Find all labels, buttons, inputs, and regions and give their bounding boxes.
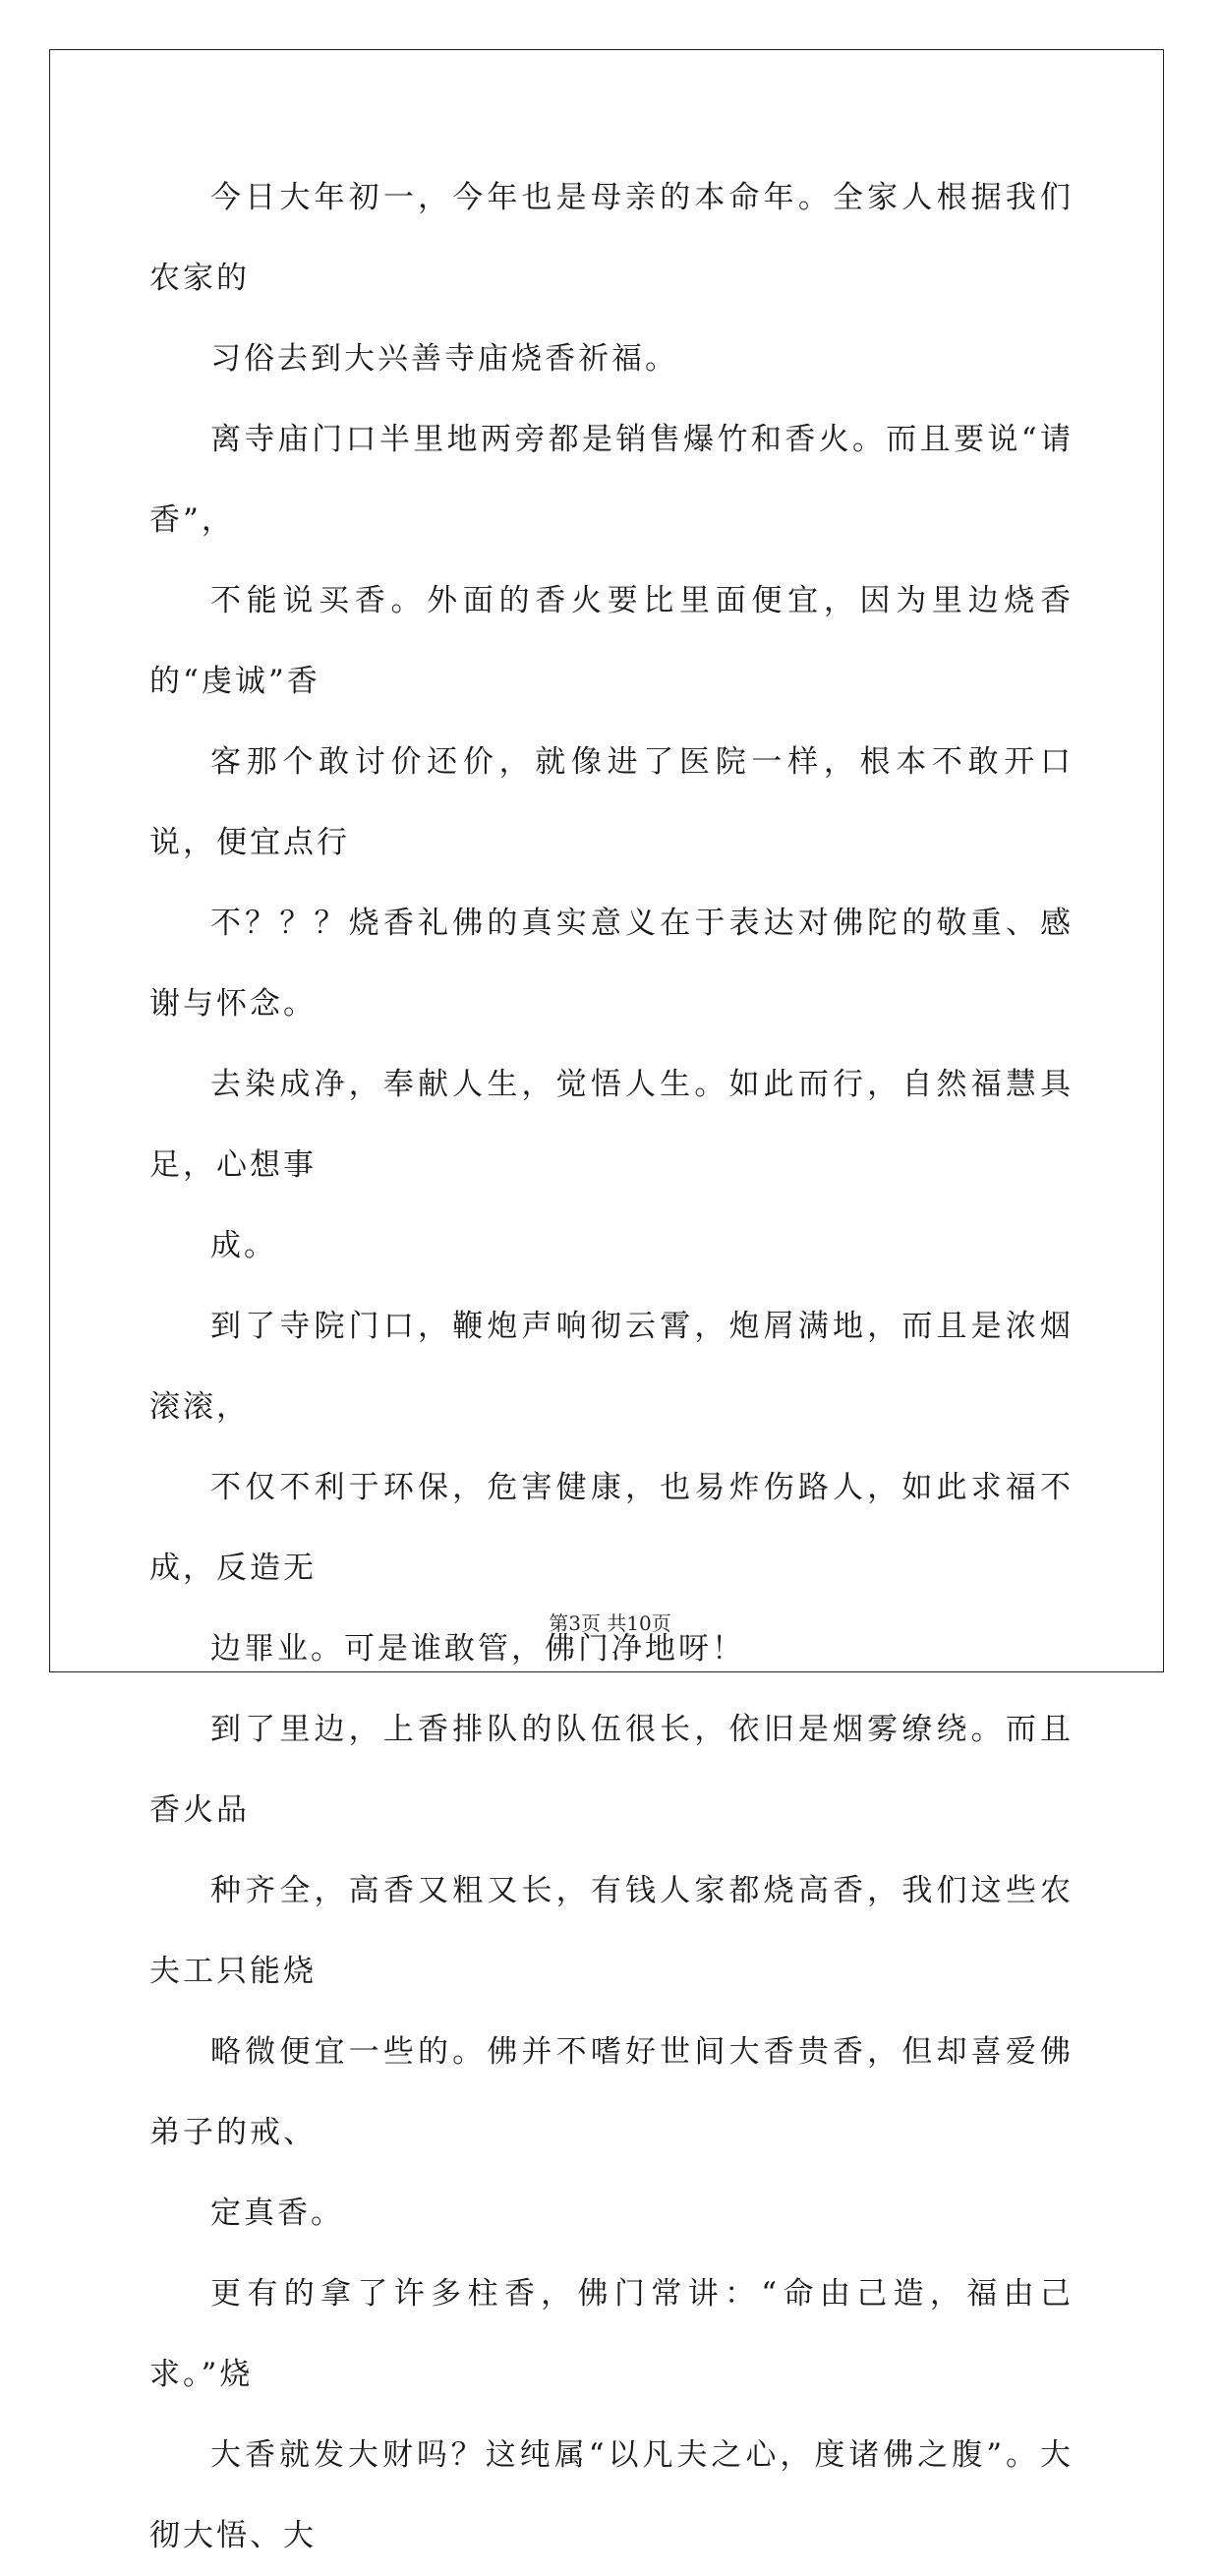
text-line: 更有的拿了许多柱香，佛门常讲：“命由己造，福由己求。”烧 (149, 2276, 1074, 2392)
text-line: 离寺庙门口半里地两旁都是销售爆竹和香火。而且要说“请香”， (149, 422, 1074, 538)
text-line: 成。 (210, 1228, 277, 1263)
text-line: 大香就发大财吗？这纯属“以凡夫之心，度诸佛之腹”。大彻大悟、大 (149, 2437, 1074, 2553)
text-line: 不能说买香。外面的香火要比里面便宜，因为里边烧香的“虔诚”香 (149, 583, 1074, 699)
text-line: 到了里边，上香排队的队伍很长，依旧是烟雾缭绕。而且香火品 (149, 1712, 1074, 1828)
paragraph-1 (149, 157, 1074, 399)
paragraph-4 (149, 1689, 1074, 2254)
document-body (149, 157, 1074, 2576)
text-line: 今日大年初一，今年也是母亲的本命年。全家人根据我们农家的 (149, 180, 1074, 296)
text-line: 客那个敢讨价还价，就像进了医院一样，根本不敢开口说，便宜点行 (149, 744, 1074, 860)
text-line: 略微便宜一些的。佛并不嗜好世间大香贵香，但却喜爱佛弟子的戒、 (149, 2034, 1074, 2150)
text-line: 定真香。 (210, 2195, 344, 2231)
text-line: 不仅不利于环保，危害健康，也易炸伤路人，如此求福不成，反造无 (149, 1470, 1074, 1586)
text-line: 不？？？烧香礼佛的真实意义在于表达对佛陀的敬重、感谢与怀念。 (149, 906, 1074, 1022)
text-line: 种齐全，高香又粗又长，有钱人家都烧高香，我们这些农夫工只能烧 (149, 1873, 1074, 1989)
text-line: 习俗去到大兴善寺庙烧香祈福。 (210, 341, 678, 377)
paragraph-5 (149, 2254, 1074, 2576)
text-line: 去染成净，奉献人生，觉悟人生。如此而行，自然福慧具足，心想事 (149, 1067, 1074, 1183)
paragraph-2 (149, 399, 1074, 1286)
text-line: 边罪业。可是谁敢管，佛门净地呀！ (210, 1631, 745, 1667)
text-line: 到了寺院门口，鞭炮声响彻云霄，炮屑满地，而且是浓烟滚滚， (149, 1309, 1074, 1425)
page-number: 第3页 共10页 (549, 1611, 671, 1635)
